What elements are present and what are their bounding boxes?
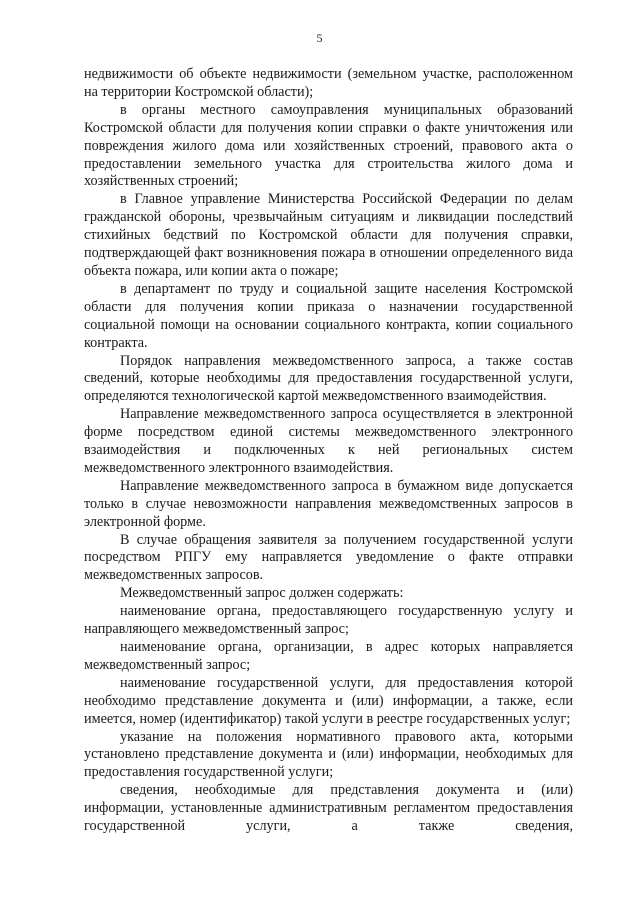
paragraph: указание на положения нормативного правового акта, которыми установлено представление документа и (или) информации, необходимых для предоставления государственной услуги; (84, 728, 573, 781)
paragraph: в органы местного самоуправления муниципальных образований Костромской области для получения копии справки о факте уничтожения или повреждения жилого дома или хозяйственных строений, правового акта о предоставлении земельного участка для строительства жилого дома и хозяйственных строений; (84, 101, 573, 190)
paragraph: сведения, необходимые для представления документа и (или) информации, установленные административным регламентом предоставления государственной услуги, а также сведения, (84, 782, 573, 835)
paragraph: наименование органа, предоставляющего государственную услугу и направляющего межведомственный запрос; (84, 603, 573, 638)
paragraph: в департамент по труду и социальной защите населения Костромской области для получения копии приказа о назначении государственной социальной помощи на основании социального контракта, копии социального контракта. (84, 280, 573, 351)
paragraph: Порядок направления межведомственного запроса, а также состав сведений, которые необходимы для предоставления государственной услуги, определяются технологической картой межведомственного взаимодействия. (84, 352, 573, 405)
paragraph: наименование государственной услуги, для предоставления которой необходимо представление документа и (или) информации, а также, если имеется, номер (идентификатор) такой услуги в реестре государственных услуг; (84, 674, 573, 727)
paragraph: в Главное управление Министерства Российской Федерации по делам гражданской обороны, чрезвычайным ситуациям и ликвидации последствий стихийных бедствий по Костромской области для получения справки, подтверждающей факт возникновения пожара в отношении определенного вида объекта пожара, или копии акта о пожаре; (84, 191, 573, 279)
paragraph: В случае обращения заявителя за получением государственной услуги посредством РПГУ ему направляется уведомление о факте отправки межведомственных запросов. (84, 531, 573, 584)
paragraph: недвижимости об объекте недвижимости (земельном участке, расположенном на территории Костромской области); (84, 66, 573, 100)
page-number: 5 (316, 31, 323, 45)
paragraph: наименование органа, организации, в адрес которых направляется межведомственный запрос; (84, 639, 573, 673)
paragraph: Межведомственный запрос должен содержать: (120, 585, 404, 602)
document-body (84, 66, 573, 836)
paragraph: Направление межведомственного запроса в бумажном виде допускается только в случае невозможности направления межведомственных запросов в электронной форме. (84, 477, 573, 530)
paragraph: Направление межведомственного запроса осуществляется в электронной форме посредством единой системы межведомственного электронного взаимодействия и подключенных к ней региональных систем межведомственного электронного взаимодействия. (84, 406, 573, 476)
